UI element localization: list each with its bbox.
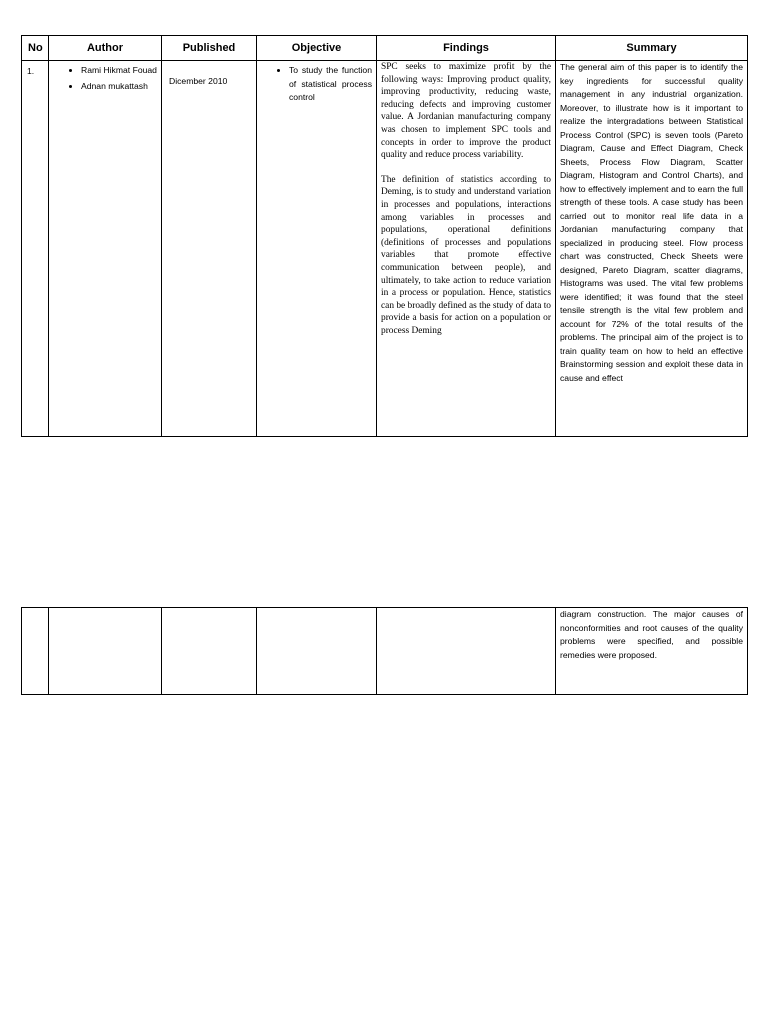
header-author: Author bbox=[49, 36, 162, 61]
literature-table bbox=[21, 35, 748, 437]
table-row bbox=[22, 608, 748, 695]
author-list bbox=[49, 64, 159, 93]
header-findings: Findings bbox=[377, 36, 556, 61]
literature-table-continued bbox=[21, 607, 748, 695]
row-number: 1. bbox=[22, 61, 49, 437]
empty-cell bbox=[377, 608, 556, 695]
findings-paragraph: SPC seeks to maximize profit by the following ways: Improving product quality, improving productivity, reducing waste, reducing defects and improving customer value. A Jordanian manufacturing company was chosen to implement SPC tools and concepts in order to improve the product quality and reduce process variability. bbox=[381, 62, 551, 161]
summary-cell-continued bbox=[556, 608, 748, 695]
findings-cell bbox=[377, 61, 556, 437]
objective-list bbox=[257, 64, 372, 105]
table-row bbox=[22, 61, 748, 437]
header-summary: Summary bbox=[556, 36, 748, 61]
empty-cell bbox=[49, 608, 162, 695]
empty-cell bbox=[162, 608, 257, 695]
objective-cell bbox=[257, 61, 377, 437]
header-published: Published bbox=[162, 36, 257, 61]
summary-text: diagram construction. The major causes of nonconformities and root causes of the quality problems were specified, and possible remedies were proposed. bbox=[560, 609, 743, 660]
table-header-row bbox=[22, 36, 748, 61]
header-objective: Objective bbox=[257, 36, 377, 61]
header-no: No bbox=[22, 36, 49, 61]
summary-text: The general aim of this paper is to identify the key ingredients for successful quality management in any industrial organization. Moreover, to illustrate how is it important to realize the intergradations between Statistical Process Control (SPC) is seven tools (Pareto Diagram, Cause and Effect Diagram, Check Sheets, Process Flow Diagram, Scatter Diagram, Histogram and Control Charts), and how to effectively implement and to earn the full strength of these tools. A case study has been carried out to monitor real life data in a Jordanian manufacturing company that specialized in producing steel. Flow process chart was constructed, Check Sheets were designed, Pareto Diagram, scatter diagrams, Histograms was used. The vital few problems were identified; it was found that the steel tensile strength is the vital few problem and account for 72% of the total results of the problems. The principal aim of the project is to train quality team on how to held an effective Brainstorming session and exploit these data in cause and effect bbox=[560, 62, 743, 383]
empty-cell bbox=[22, 608, 49, 695]
objective-text: • To study the function of statistical process control bbox=[289, 64, 372, 105]
findings-paragraph: The definition of statistics according to Deming, is to study and understand variation in processes and populations, interactions among variables in processes and populations, operational definitions (definitions of processes and populations variables that promote effective communication between people), and ultimately, to take action to reduce variation in a process or population. Hence, statistics can be broadly defined as the study of data to provide a basis for action on a population or process Deming bbox=[381, 174, 551, 336]
author-name: • Adnan mukattash bbox=[81, 80, 159, 94]
author-cell bbox=[49, 61, 162, 437]
empty-cell bbox=[257, 608, 377, 695]
published-date: Dicember 2010 bbox=[162, 61, 257, 437]
summary-cell bbox=[556, 61, 748, 437]
author-name: • Rami Hikmat Fouad bbox=[81, 64, 159, 78]
